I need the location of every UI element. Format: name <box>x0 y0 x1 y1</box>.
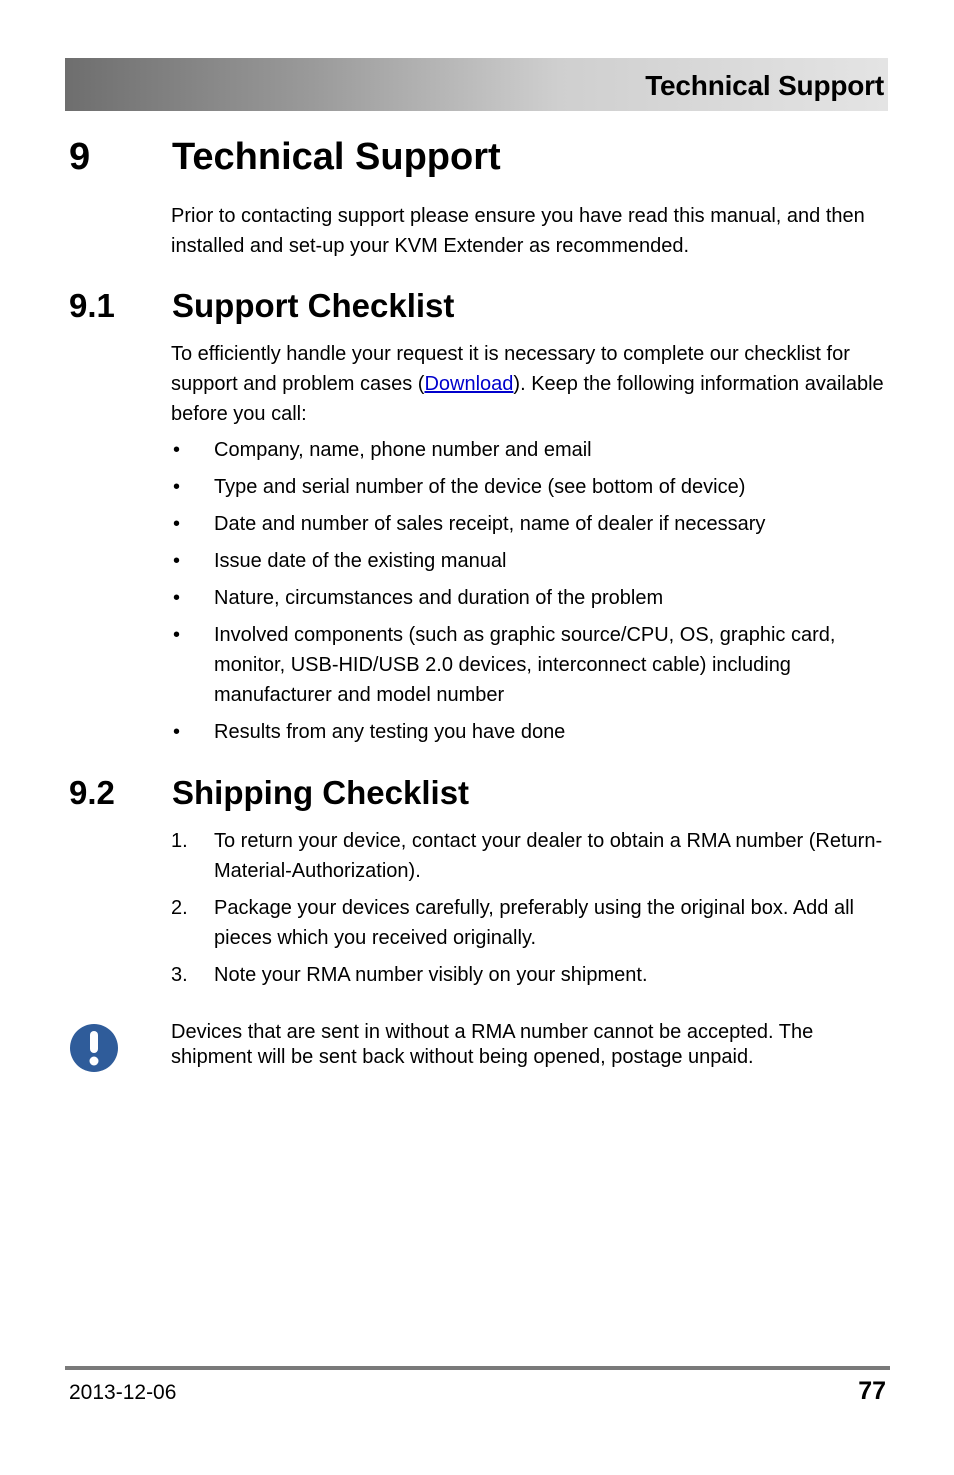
notice-text: Devices that are sent in without a RMA number cannot be accepted. The shipment will be sent back without being opened, postage unpaid. <box>171 1021 814 1068</box>
support-checklist <box>171 435 891 754</box>
list-item <box>171 472 891 502</box>
support-intro-text: To efficiently handle your request it is necessary to complete our checklist for support and problem cases ( <box>171 343 850 395</box>
support-intro <box>171 339 891 429</box>
shipping-steps <box>171 826 891 997</box>
footer-date: 2013-12-06 <box>69 1381 177 1404</box>
bullet: • <box>173 624 181 646</box>
list-item <box>171 435 891 465</box>
header-title: Technical Support <box>645 70 884 101</box>
bullet: • <box>173 587 181 609</box>
header-bar <box>65 58 888 111</box>
bullet: • <box>173 476 181 498</box>
section-number: 9.2 <box>69 774 115 811</box>
list-item <box>171 583 891 613</box>
step-number: 1. <box>171 830 188 852</box>
support-intro-text-end: ). Keep the following information available before you call: <box>171 373 884 425</box>
section-title: Support Checklist <box>172 287 455 324</box>
bullet: • <box>173 513 181 535</box>
step-number: 2. <box>171 897 188 919</box>
chapter-intro: Prior to contacting support please ensure you have read this manual, and then installed and set-up your KVM Extender as recommended. <box>171 205 865 257</box>
list-item-text: Results from any testing you have done <box>214 721 566 743</box>
list-item-text: Package your devices carefully, preferably using the original box. Add all pieces which you received originally. <box>214 897 854 949</box>
list-item <box>171 893 891 953</box>
step-number: 3. <box>171 964 188 986</box>
list-item <box>171 717 891 747</box>
section-title: Shipping Checklist <box>172 774 470 811</box>
list-item-text: To return your device, contact your dealer to obtain a RMA number (Return-Material-Authorization). <box>214 830 883 882</box>
bullet: • <box>173 550 181 572</box>
list-item-text: Note your RMA number visibly on your shipment. <box>214 964 648 986</box>
list-item-text: Type and serial number of the device (see bottom of device) <box>214 476 746 498</box>
list-item-text: Company, name, phone number and email <box>214 439 592 461</box>
list-item-text: Date and number of sales receipt, name of dealer if necessary <box>214 513 766 535</box>
exclamation-icon <box>69 1023 119 1073</box>
list-item <box>171 960 891 990</box>
download-link[interactable]: Download <box>424 373 514 395</box>
list-item <box>171 826 891 886</box>
page-number: 77 <box>858 1377 886 1405</box>
section-number: 9.1 <box>69 287 115 324</box>
list-item <box>171 509 891 539</box>
list-item-text: Issue date of the existing manual <box>214 550 507 572</box>
list-item-text: Involved components (such as graphic source/CPU, OS, graphic card, monitor, USB-HID/USB 2.0 devices, interconnect cable) including manufacturer and model number <box>214 624 836 706</box>
list-item <box>171 546 891 576</box>
list-item <box>171 620 891 710</box>
footer-divider <box>65 1366 890 1370</box>
chapter-title: Technical Support <box>172 136 501 178</box>
chapter-number: 9 <box>69 136 91 178</box>
list-item-text: Nature, circumstances and duration of the problem <box>214 587 664 609</box>
bullet: • <box>173 721 181 743</box>
bullet: • <box>173 439 181 461</box>
